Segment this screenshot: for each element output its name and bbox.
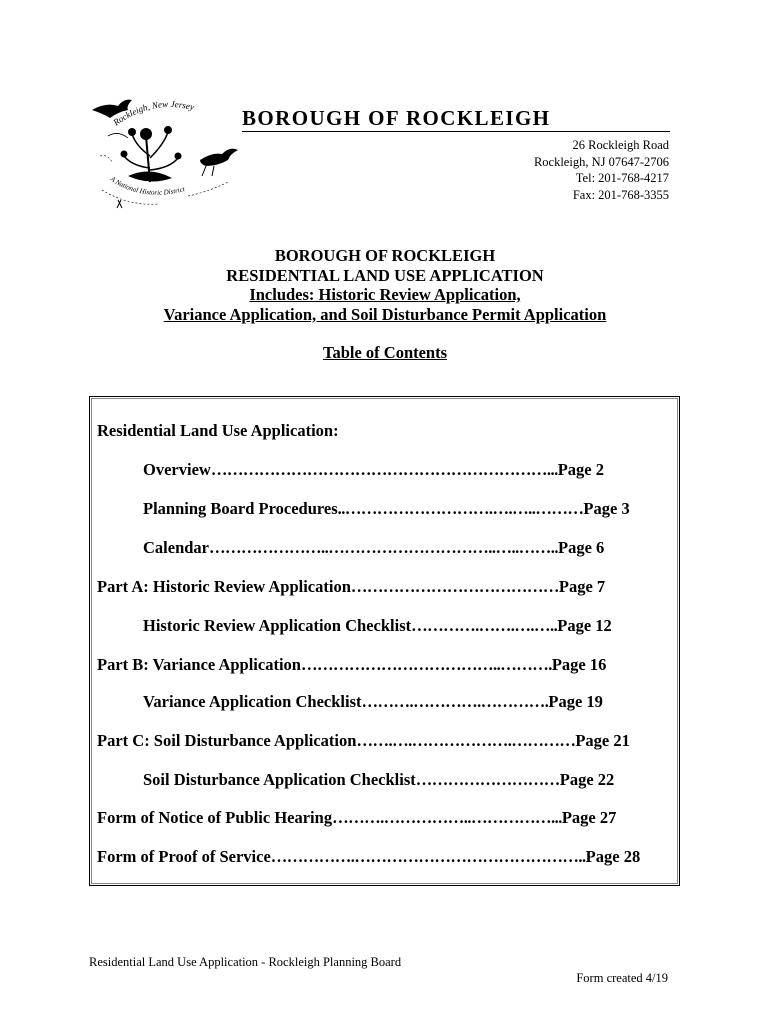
address-street: 26 Rockleigh Road [572,138,669,152]
toc-entry-leader: …….….……………….………… [356,731,576,750]
toc-entry[interactable] [97,808,616,828]
toc-entry-label: Overview [143,460,211,479]
toc-entry-label: Soil Disturbance Application Checklist [143,770,416,789]
letterhead-address [534,137,669,203]
footer-document-name: Residential Land Use Application - Rockleigh Planning Board [89,955,402,969]
toc-entry[interactable] [143,616,612,636]
toc-entry[interactable] [143,460,604,480]
toc-entry-leader: ..……………………….….…..……… [337,499,584,518]
toc-entry-page: Page 21 [575,731,630,750]
toc-section-label: Residential Land Use Application: [97,421,339,440]
toc-entry-page: Page 7 [558,577,606,596]
toc-entry[interactable] [97,655,606,675]
svg-text:Rockleigh, New Jersey: Rockleigh, New Jersey [111,98,196,128]
toc-entry-leader: ……….………….…………. [361,692,549,711]
toc-entry-page: Page 16 [551,655,607,674]
toc-entry[interactable] [143,538,604,558]
toc-entry-label: Part C: Soil Disturbance Application [97,731,357,750]
toc-entry-page: Page 19 [548,692,603,711]
letterhead-rule [242,131,670,132]
document-title [0,246,770,324]
toc-entry-label: Planning Board Procedures [143,499,338,518]
toc-entry-label: Form of Notice of Public Hearing [97,808,333,827]
toc-entry-label: Part B: Variance Application [97,655,301,674]
toc-entry[interactable] [143,770,614,790]
toc-entry-leader: ………………………………………………………... [210,460,558,479]
toc-entry-page: Page 28 [585,847,641,866]
toc-heading: Table of Contents [322,343,448,362]
toc-entry-label: Historic Review Application Checklist [143,616,412,635]
toc-entry-label: Form of Proof of Service [97,847,271,866]
toc-entry-page: Page 3 [583,499,630,518]
toc-entry[interactable] [97,847,640,867]
title-line-3: Includes: Historic Review Application, [249,285,521,304]
toc-entry-page: Page 22 [559,770,615,789]
toc-entry-leader: ……………………… [415,770,560,789]
toc-entry-page: Page 6 [558,538,605,557]
title-line-4: Variance Application, and Soil Disturbance Permit Application [163,304,607,324]
letterhead-org-name: BOROUGH OF ROCKLEIGH [242,106,551,130]
address-tel: Tel: 201-768-4217 [575,171,669,185]
toc-entry-page: Page 12 [557,616,612,635]
title-line-1: BOROUGH OF ROCKLEIGH [274,246,496,265]
toc-entry-page: Page 27 [561,808,617,827]
address-city: Rockleigh, NJ 07647-2706 [533,154,669,169]
title-line-2: RESIDENTIAL LAND USE APPLICATION [226,265,544,285]
toc-entry-label: Variance Application Checklist [143,692,362,711]
borough-seal-logo [88,96,240,214]
address-fax: Fax: 201-768-3355 [572,187,669,202]
toc-entry-leader: ………………………………… [350,577,559,596]
toc-entry-leader: ………….…….….….. [411,616,558,635]
toc-entry[interactable] [143,499,630,519]
toc-entry-leader: ……….……………..……………... [332,808,562,827]
toc-entry[interactable] [143,692,603,712]
toc-entry-label: Calendar [143,538,209,557]
footer-form-date: Form created 4/19 [576,971,668,985]
toc-entry-leader: …………………..…………………………..…..…….. [209,538,558,557]
toc-entry-leader: ………………………………..………. [300,655,552,674]
toc-entry[interactable] [97,731,630,751]
toc-entry-page: Page 2 [557,460,604,479]
toc-entry-leader: …………….…………………………………….. [270,847,586,866]
toc-entry-label: Part A: Historic Review Application [97,577,351,596]
toc-entry[interactable] [97,577,605,597]
svg-text:A National Historic District: A National Historic District [108,175,186,197]
